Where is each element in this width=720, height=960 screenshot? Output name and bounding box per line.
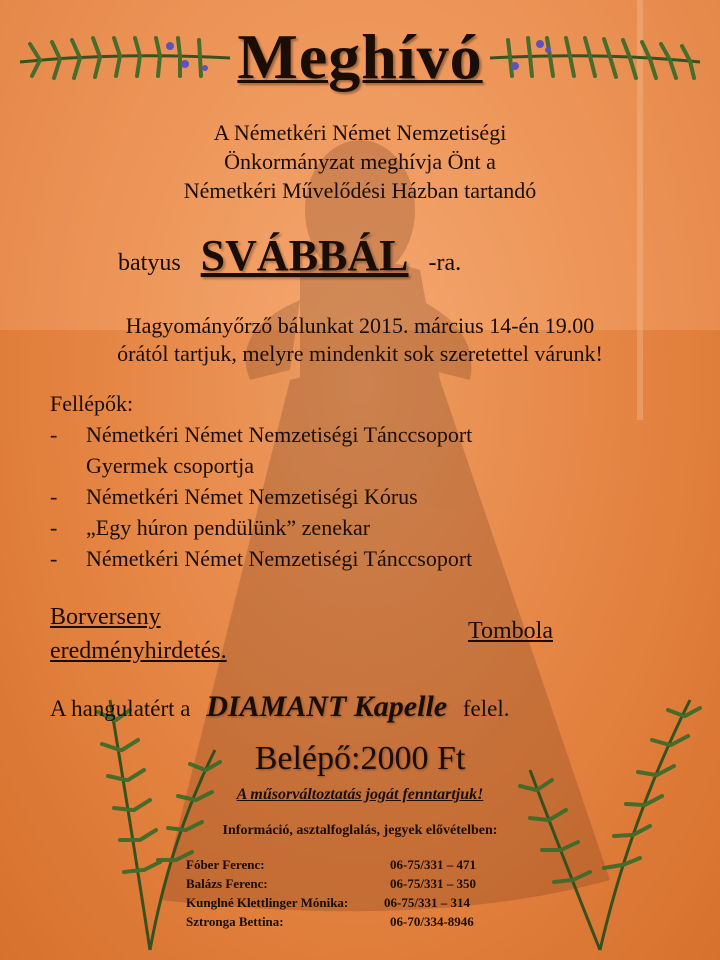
music-line: [50, 690, 509, 724]
performers-list: [50, 388, 690, 574]
ball-announcement: [118, 230, 461, 281]
wine-contest: [50, 600, 227, 668]
performers-heading: Fellépők:: [50, 391, 134, 416]
contact-name: Kunglné Klettlinger Mónika:: [186, 895, 349, 910]
performer-item: [50, 512, 690, 543]
performer-name-continued: Gyermek csoportja: [86, 453, 254, 478]
performer-name: Németkéri Német Nemzetiségi Tánccsoport: [86, 546, 473, 571]
list-dash: -: [50, 515, 58, 540]
performer-name: „Egy húron pendülünk” zenekar: [86, 515, 371, 540]
ball-name: SVÁBBÁL: [200, 231, 409, 280]
music-prefix: A hangulatért a: [50, 696, 191, 721]
event-details-line: órától tartjuk, melyre mindenkit sok szeretettel várunk!: [117, 341, 603, 366]
contact-name: Sztronga Bettina:: [186, 914, 284, 929]
disclaimer: A műsorváltoztatás jogát fenntartjuk!: [236, 786, 484, 803]
contact-phone: 06-75/331 – 350: [390, 876, 476, 891]
band-name: DIAMANT Kapelle: [206, 690, 448, 723]
event-details: [30, 312, 690, 368]
intro-text: [90, 118, 630, 205]
info-heading: Információ, asztalfoglalás, jegyek elővételben:: [222, 823, 498, 838]
raffle: Tombola: [468, 618, 553, 644]
list-dash: -: [50, 484, 58, 509]
contact-row: [186, 855, 476, 874]
ball-suffix: -ra.: [428, 250, 462, 276]
page-title: Meghívó: [237, 21, 483, 92]
contact-phone: 06-75/331 – 471: [390, 857, 476, 872]
contact-row: [186, 912, 474, 931]
contact-list: [186, 855, 476, 931]
music-suffix: felel.: [462, 696, 510, 721]
wine-contest-line: eredményhirdetés.: [50, 638, 227, 664]
intro-line: Németkéri Művelődési Házban tartandó: [183, 178, 537, 203]
performer-name: Németkéri Német Nemzetiségi Kórus: [86, 484, 418, 509]
wine-contest-line: Borverseny: [50, 604, 161, 630]
contact-row: [186, 874, 476, 893]
contact-name: Balázs Ferenc:: [186, 876, 268, 891]
intro-line: A Németkéri Német Nemzetiségi: [213, 120, 507, 145]
ball-prefix: batyus: [118, 250, 181, 276]
list-dash: -: [50, 546, 58, 571]
performer-item: [50, 481, 690, 512]
intro-line: Önkormányzat meghívja Önt a: [224, 149, 496, 174]
performer-item: [50, 419, 690, 450]
entry-fee: Belépő:2000 Ft: [254, 740, 466, 777]
contact-phone: 06-75/331 – 314: [384, 895, 470, 910]
contact-row: [186, 893, 470, 912]
performer-item: [50, 543, 690, 574]
contact-name: Fóber Ferenc:: [186, 857, 265, 872]
contact-phone: 06-70/334-8946: [390, 914, 474, 929]
list-dash: -: [50, 422, 58, 447]
performer-name: Németkéri Német Nemzetiségi Tánccsoport: [86, 422, 473, 447]
event-details-line: Hagyományőrző bálunkat 2015. március 14-én 19.00: [125, 313, 595, 338]
